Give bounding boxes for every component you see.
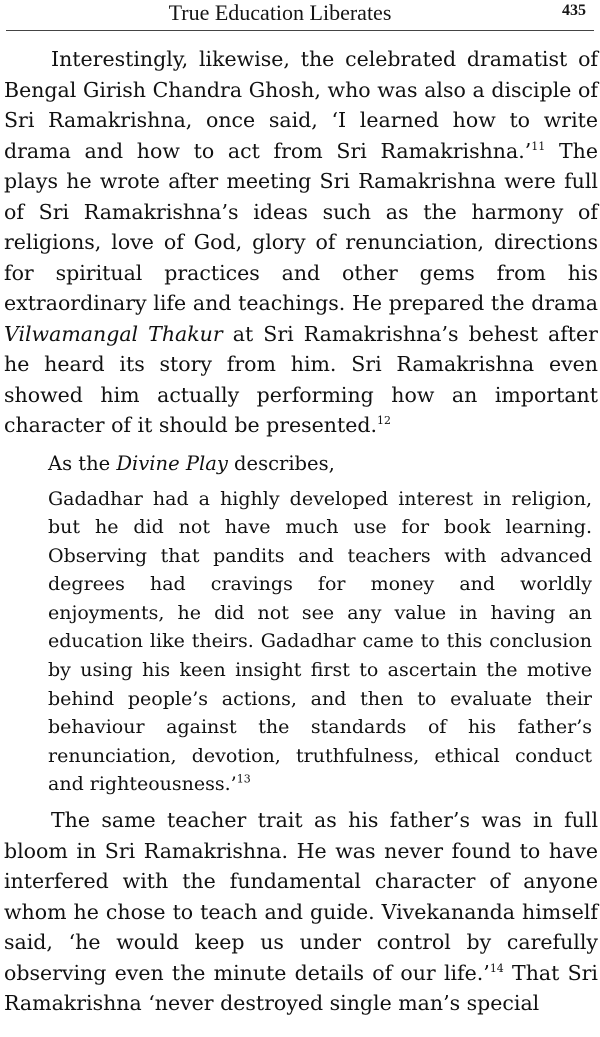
page-body — [0, 44, 598, 1019]
quote-text: Gadadhar had a highly developed interest in religion, but he did not have much use for book learning. Observing that pandits and teachers with advanced degrees had cravings for money and worldly enjoyments, he did not see any value in having an education like theirs. Gadadhar came to this conclusion by using his keen insight first to ascertain the motive behind people’s actions, and then to evaluate their behaviour against the standards of his father’s renunciation, devotion, truthfulness, ethical conduct and righteousness.’ — [48, 487, 592, 796]
footnote-ref-13: 13 — [236, 773, 251, 787]
footnote-ref-12: 12 — [377, 414, 392, 428]
footnote-ref-11: 11 — [531, 139, 546, 153]
header-rule — [6, 30, 594, 31]
page-header — [0, 0, 600, 28]
running-title: True Education Liberates — [168, 0, 392, 25]
paragraph-text: That Sri Ramakrishna ‘never destroyed single man’s special — [4, 960, 598, 1016]
paragraph-girish-chandra-ghosh — [0, 44, 598, 441]
block-quote — [0, 485, 598, 800]
quote-lead-in — [0, 449, 598, 479]
lead-in-text: As the — [48, 451, 117, 475]
paragraph-text: Interestingly, likewise, the celebrated dramatist of Bengal Girish Chandra Ghosh, who was also a disciple of Sri Ramakrishna, once said, ‘I learned how to write drama and how to act from Sri Ramakrishna.’ — [4, 47, 598, 163]
book-title: Divine Play — [116, 451, 228, 475]
paragraph-text: at Sri Ramakrishna’s behest after he heard its story from him. Sri Ramakrishna even showed him actually performing how an important character of it should be presented. — [4, 321, 598, 437]
play-title: Vilwamangal Thakur — [4, 321, 223, 346]
lead-in-text: describes, — [227, 451, 335, 475]
footnote-ref-14: 14 — [489, 961, 504, 975]
paragraph-text: The same teacher trait as his father’s was in full bloom in Sri Ramakrishna. He was never found to have interfered with the fundamental character of anyone whom he chose to teach and guide. Vivekananda himself said, ‘he would keep us under control by carefully observing even the minute details of our life.’ — [4, 808, 598, 985]
paragraph-teacher-trait — [0, 805, 598, 1019]
page-number: 435 — [562, 2, 586, 19]
paragraph-text: The plays he wrote after meeting Sri Ramakrishna were full of Sri Ramakrishna’s ideas such as the harmony of religions, love of God, glory of renunciation, directions for spiritual practices and other gems from his extraordinary life and teachings. He prepared the drama — [4, 138, 598, 315]
